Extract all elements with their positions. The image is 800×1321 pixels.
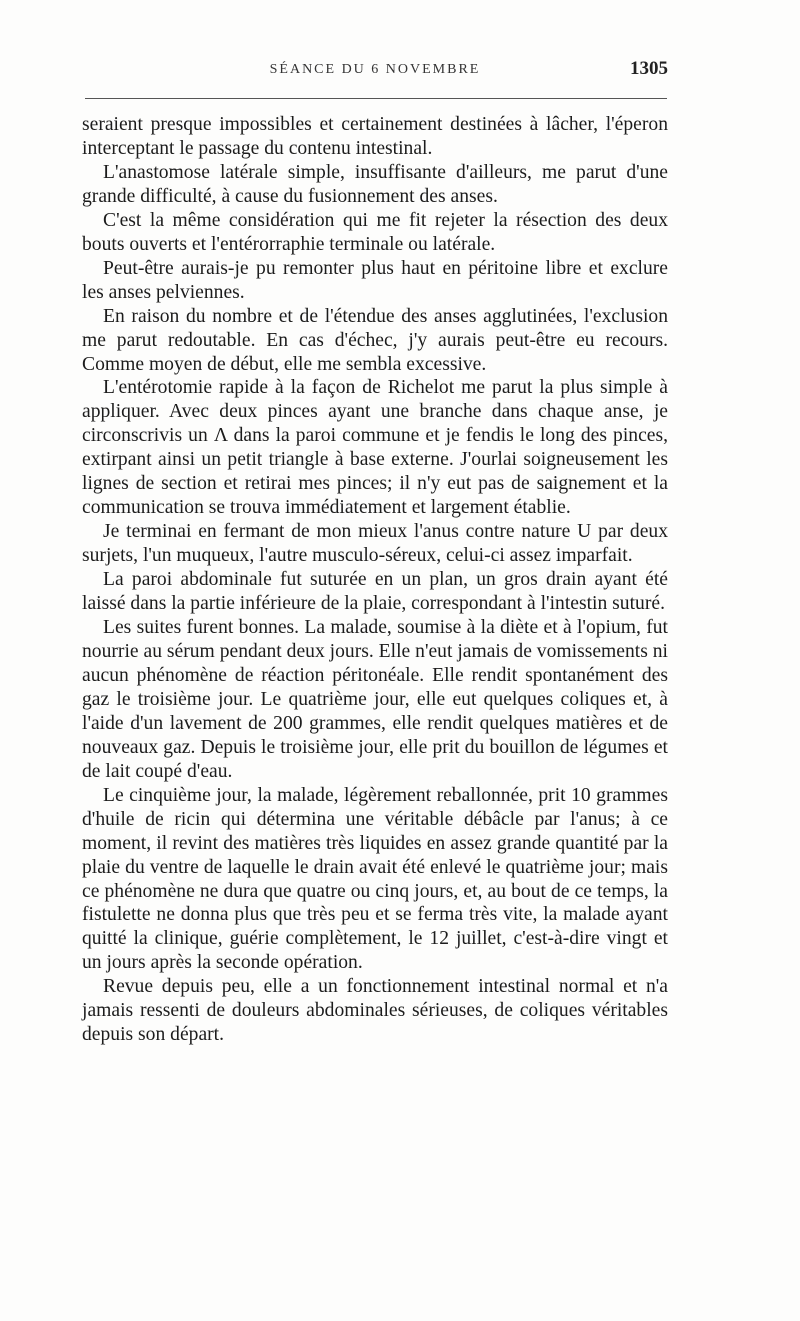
paragraph: C'est la même considération qui me fit rejeter la résection des deux bouts ouverts et l'entérorraphie terminale ou latérale. [82, 209, 668, 255]
paragraph: Peut-être aurais-je pu remonter plus haut en péritoine libre et exclure les anses pelviennes. [82, 257, 668, 303]
header-rule [85, 98, 667, 99]
paragraph: Je terminai en fermant de mon mieux l'anus contre nature U par deux surjets, l'un muqueux, l'autre musculo-séreux, celui-ci assez imparfait. [82, 521, 668, 567]
paragraph: Le cinquième jour, la malade, légèrement reballonnée, prit 10 grammes d'huile de ricin qui détermina une véritable débâcle par l'anus; à ce moment, il revint des matières très liquides en assez grande quantité par la plaie du ventre de laquelle le drain avait été enlevé le quatrième jour; mais ce phénomène ne dura que quatre ou cinq jours, et, au bout de ce temps, la fistulette ne donna plus que très peu et se ferma très vite, la malade ayant quitté la clinique, guérie complètement, le 12 juillet, c'est-à-dire vingt et un jours après la seconde opération. [82, 784, 668, 974]
paragraph: En raison du nombre et de l'étendue des anses agglutinées, l'exclusion me parut redoutable. En cas d'échec, j'y aurais peut-être eu recours. Comme moyen de début, elle me sembla excessive. [82, 305, 668, 375]
page-number: 1305 [630, 58, 668, 79]
paragraph: Les suites furent bonnes. La malade, soumise à la diète et à l'opium, fut nourrie au sérum pendant deux jours. Elle n'eut jamais de vomissements ni aucun phénomène de réaction péritonéale. Elle rendit spontanément des gaz le troisième jour. Le quatrième jour, elle eut quelques coliques et, à l'aide d'un lavement de 200 grammes, elle rendit quelques matières et de nouveaux gaz. Depuis le troisième jour, elle prit du bouillon de légumes et de lait coupé d'eau. [82, 617, 668, 782]
paragraph: Revue depuis peu, elle a un fonctionnement intestinal normal et n'a jamais ressenti de douleurs abdominales sérieuses, de coliques véritables depuis son départ. [82, 976, 668, 1046]
paragraph-continuation: seraient presque impossibles et certainement destinées à lâcher, l'éperon interceptant le passage du contenu intestinal. [82, 114, 668, 159]
paragraph: L'anastomose latérale simple, insuffisante d'ailleurs, me parut d'une grande difficulté, à cause du fusionnement des anses. [82, 161, 668, 207]
body-text [82, 113, 668, 1047]
paragraph: L'entérotomie rapide à la façon de Richelot me parut la plus simple à appliquer. Avec deux pinces ayant une branche dans chaque anse, je circonscrivis un Λ dans la paroi commune et je fendis le long des pinces, extirpant ainsi un petit triangle à base externe. J'ourlai soigneusement les lignes de section et retirai mes pinces; il n'y eut pas de saignement et la communication se trouva immédiatement et largement établie. [82, 377, 668, 519]
paragraph: La paroi abdominale fut suturée en un plan, un gros drain ayant été laissé dans la partie inférieure de la plaie, correspondant à l'intestin suturé. [82, 569, 668, 615]
page-header [82, 58, 668, 84]
running-title: SÉANCE DU 6 NOVEMBRE [269, 62, 481, 77]
